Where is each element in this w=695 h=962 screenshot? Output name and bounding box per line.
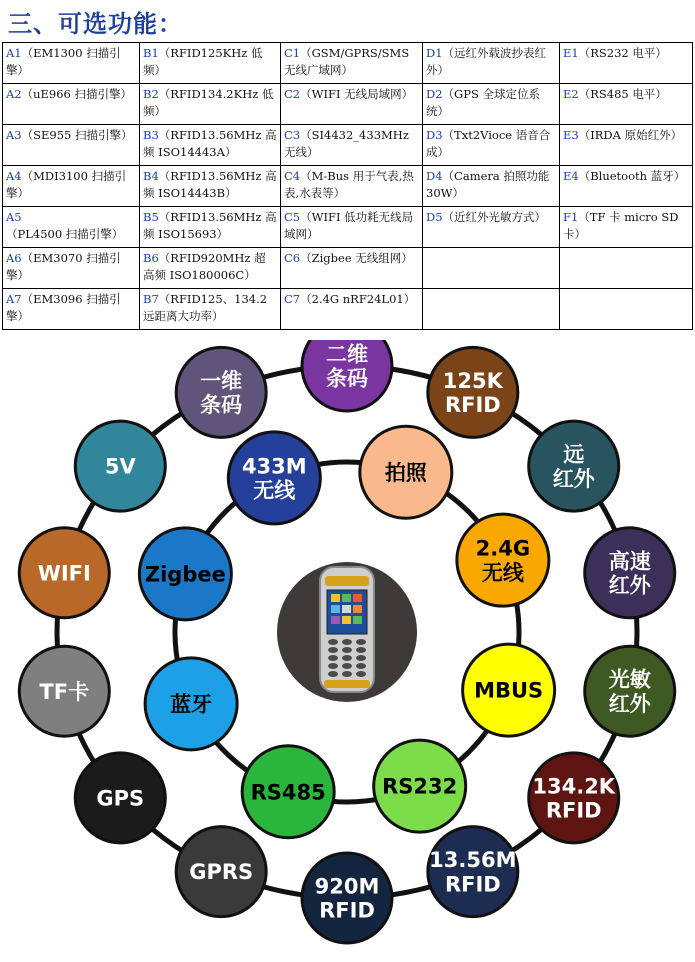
table-cell [560,207,693,248]
outer-bubble [75,421,165,511]
option-description: （Bluetooth 蓝牙） [578,169,686,183]
option-description: （EM3096 扫描引擎） [6,292,121,323]
outer-bubble-label: 二维 [326,342,368,367]
keypad-key [356,671,366,677]
outer-bubble-label: RFID [444,872,501,897]
keypad-key [328,647,338,653]
option-description: （Txt2Vioce 语音合成） [426,128,551,159]
inner-bubble-label: 433M [241,454,307,479]
keypad-key [342,655,352,661]
inner-bubble [360,426,452,518]
keypad-key [342,647,352,653]
option-description: （RS232 电平） [578,46,667,60]
inner-bubble [457,514,549,606]
keypad-key [342,663,352,669]
device-icon [320,567,374,692]
outer-bubble [302,340,392,411]
table-cell [423,248,560,289]
keypad-key [328,655,338,661]
option-code: B7 [143,292,159,306]
outer-bubble-label: RFID [545,798,602,823]
outer-bubble-label: GPRS [189,860,254,885]
table-cell [3,125,140,166]
table-cell [3,84,140,125]
option-description: （WIFI 低功耗无线局域网） [284,210,414,241]
table-cell [281,207,423,248]
options-table [2,42,693,330]
outer-bubble-label: RFID [444,392,501,417]
inner-bubble-label: MBUS [474,678,544,703]
option-description: （SE955 扫描引擎） [21,128,133,142]
table-cell [423,289,560,330]
option-description: （SI4432_433MHz 无线） [284,128,409,159]
option-code: B3 [143,128,159,142]
inner-bubble-label: 2.4G [475,536,531,561]
option-code: E2 [563,87,579,101]
option-description: （RFID125KHz 低频） [143,46,263,77]
option-code: A1 [6,46,22,60]
option-code: E3 [563,128,579,142]
inner-bubble [242,746,334,838]
outer-bubble [19,528,109,618]
outer-bubble [176,347,266,437]
inner-bubble [374,740,466,832]
option-code: A5 [6,210,22,224]
option-code: A4 [6,169,22,183]
table-row [3,289,693,330]
outer-bubble [19,646,109,736]
option-description: （RFID13.56MHz 高频 ISO14443A） [143,128,277,159]
option-code: E1 [563,46,579,60]
option-code: A2 [6,87,22,101]
outer-bubble-label: RFID [319,898,375,923]
option-description: （TF 卡 micro SD 卡） [563,210,679,241]
table-cell [140,166,281,207]
table-cell [140,248,281,289]
option-description: （GPS 全球定位系统） [426,87,541,118]
outer-bubble-label: 一维 [200,368,243,393]
option-code: A7 [6,292,22,306]
option-code: D5 [426,210,443,224]
outer-bubble-label: 5V [104,454,136,479]
outer-bubble [428,347,518,437]
option-description: （PL4500 扫描引擎） [6,227,124,241]
outer-bubble-label: 高速 [608,549,651,574]
option-description: （Zigbee 无线组网） [300,251,413,265]
keypad-key [356,639,366,645]
table-row [3,248,693,289]
table-cell [140,125,281,166]
inner-bubble [145,658,237,750]
option-description: （RFID920MHz 超高频 ISO180006C） [143,251,266,282]
option-code: D4 [426,169,443,183]
outer-bubble [302,853,392,943]
keypad-key [328,639,338,645]
table-cell [3,207,140,248]
outer-bubble [585,528,675,618]
inner-bubble-label: 无线 [253,478,296,503]
outer-bubble [529,421,619,511]
outer-bubble-label: GPS [96,786,145,811]
keypad-key [328,671,338,677]
table-cell [560,248,693,289]
table-cell [281,166,423,207]
table-cell [140,207,281,248]
feature-circle-diagram [0,340,695,962]
option-code: B4 [143,169,159,183]
inner-bubble-label: 蓝牙 [170,692,213,717]
outer-bubble-label: 920M [314,874,380,899]
table-cell [281,43,423,84]
option-description: （WIFI 无线局域网） [300,87,414,101]
option-code: B2 [143,87,159,101]
table-cell [423,84,560,125]
option-code: B6 [143,251,159,265]
table-row [3,43,693,84]
outer-bubble-label: 光敏 [608,667,651,692]
outer-bubble-label: 红外 [552,466,595,491]
table-cell [281,125,423,166]
option-code: C4 [284,169,301,183]
option-description: （EM1300 扫描引擎） [6,46,121,77]
option-description: （RS485 电平） [578,87,667,101]
outer-bubble-label: 条码 [200,392,243,417]
outer-bubble-label: 125K [442,368,503,393]
table-cell [281,289,423,330]
outer-bubble-label: 红外 [608,691,651,716]
option-description: （RFID125、134.2 远距离大功率） [143,292,268,323]
outer-bubble-label: 红外 [608,573,651,598]
inner-bubble [228,432,320,524]
option-description: （RFID134.2KHz 低频） [143,87,274,118]
option-code: C6 [284,251,301,265]
inner-bubble-label: 拍照 [384,460,427,485]
inner-bubble [139,528,231,620]
option-code: A3 [6,128,22,142]
option-code: F1 [563,210,579,224]
option-description: （uE966 扫描引擎） [21,87,133,101]
option-code: C1 [284,46,301,60]
option-description: （GSM/GPRS/SMS 无线广域网） [284,46,410,77]
table-cell [3,166,140,207]
table-cell [560,125,693,166]
option-description: （远红外载波抄表红外） [426,46,547,77]
table-row [3,207,693,248]
option-description: （MDI3100 扫描引擎） [6,169,127,200]
option-description: （近红外光敏方式） [442,210,547,224]
section-heading: 三、可选功能： [8,10,183,38]
table-cell [281,84,423,125]
inner-bubble-label: 无线 [481,560,524,585]
option-code: C3 [284,128,301,142]
table-row [3,84,693,125]
table-cell [423,166,560,207]
option-code: A6 [6,251,22,265]
option-description: （IRDA 原始红外） [578,128,683,142]
option-code: E4 [563,169,579,183]
keypad-key [342,671,352,677]
table-cell [560,84,693,125]
option-code: C2 [284,87,301,101]
option-code: B5 [143,210,159,224]
keypad-key [356,647,366,653]
table-cell [423,43,560,84]
table-row [3,125,693,166]
option-description: （2.4G nRF24L01） [300,292,416,306]
keypad-key [342,639,352,645]
outer-bubble-label: 条码 [326,366,368,391]
table-cell [140,84,281,125]
outer-bubble-label: 134.2K [532,774,616,799]
table-cell [423,125,560,166]
option-code: C5 [284,210,301,224]
outer-bubble-label: 远 [563,442,585,467]
option-code: D2 [426,87,443,101]
keypad-key [328,663,338,669]
option-code: D1 [426,46,443,60]
table-row [3,166,693,207]
inner-bubble-label: RS485 [250,780,326,805]
inner-bubble-label: Zigbee [144,562,226,587]
table-cell [560,43,693,84]
outer-bubble [176,827,266,917]
keypad-key [356,663,366,669]
outer-bubble-label: 13.56M [429,848,517,873]
table-cell [560,289,693,330]
table-cell [140,289,281,330]
table-cell [423,207,560,248]
table-cell [3,43,140,84]
table-cell [3,289,140,330]
outer-bubble-label: TF卡 [39,679,90,704]
handheld-terminal-image [277,562,417,702]
option-description: （M-Bus 用于气表,热表,水表等） [284,169,414,200]
option-code: D3 [426,128,443,142]
outer-bubble [75,753,165,843]
outer-bubble [585,646,675,736]
outer-bubble [428,827,518,917]
option-code: B1 [143,46,159,60]
inner-bubble [463,644,555,736]
option-code: C7 [284,292,301,306]
inner-bubble-label: RS232 [382,774,458,799]
table-cell [140,43,281,84]
option-description: （RFID13.56MHz 高频 ISO15693） [143,210,277,241]
outer-bubble-label: WIFI [37,561,91,586]
option-description: （Camera 拍照功能 30W） [426,169,550,200]
table-cell [281,248,423,289]
table-cell [560,166,693,207]
option-description: （RFID13.56MHz 高频 ISO14443B） [143,169,277,200]
keypad-key [356,655,366,661]
outer-bubble [529,753,619,843]
table-cell [3,248,140,289]
option-description: （EM3070 扫描引擎） [6,251,121,282]
